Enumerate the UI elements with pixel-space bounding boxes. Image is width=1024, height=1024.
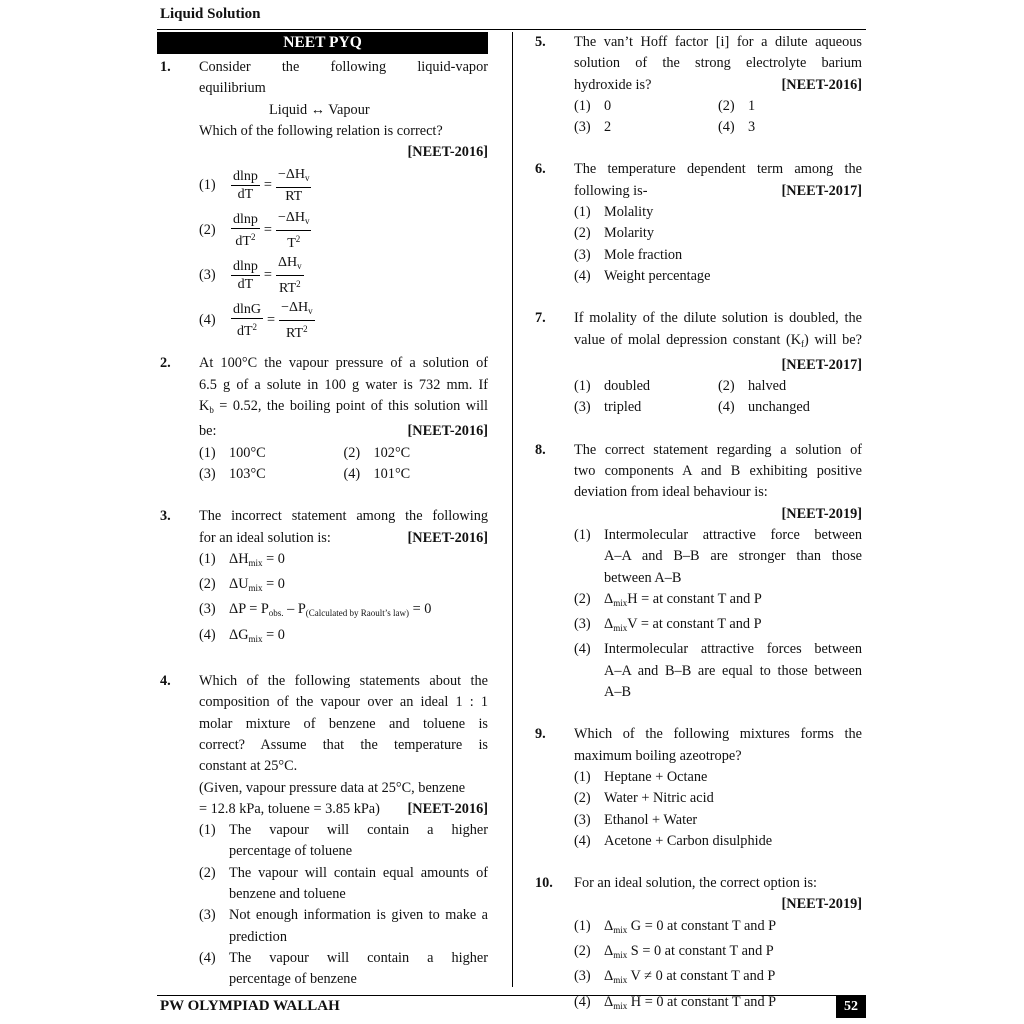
denominator: dT <box>237 187 254 203</box>
fraction <box>231 211 260 250</box>
option-3: (3) $\frac{dlnp}{dT}$ = $\frac{\Delta H_v}{RT^2}$ <box>199 255 302 297</box>
question-text: The van’t Hoff factor [i] for a dilute aqueous <box>574 34 862 50</box>
denominator: dT <box>237 277 254 293</box>
numerator: −ΔH <box>277 167 305 183</box>
denominator: dT <box>236 324 253 340</box>
left-column <box>157 32 488 991</box>
question-6 <box>534 159 862 287</box>
option-2: (2) The vapour will contain equal amounts of benzene and toluene <box>199 864 488 903</box>
options-row <box>199 443 488 464</box>
fraction <box>231 258 260 293</box>
question-text: molar mixture of benzene and toluene is <box>199 715 488 732</box>
numerator: −ΔH <box>281 300 309 316</box>
option-2: (2) halved <box>718 378 787 395</box>
options-row <box>574 117 862 138</box>
question-text: At 100°C the vapour pressure of a solution of <box>199 355 488 372</box>
option-1: (1) Molality <box>574 204 654 221</box>
option-3: (3) $\Delta_{mix}V$ = at constant T and P <box>574 616 762 634</box>
header-rule <box>157 29 866 30</box>
equation: Liquid ↔ Vapour <box>269 101 370 118</box>
numerator: dlnG <box>233 302 261 318</box>
question-4 <box>157 671 488 990</box>
subscript: v <box>308 306 313 317</box>
option-4: (4) Acetone + Carbon disulphide <box>574 832 773 849</box>
option-4: (4) $\Delta_{mix}$ H = 0 at constant T and P <box>574 993 777 1011</box>
question-1 <box>157 57 488 343</box>
numerator: ΔH <box>277 255 298 271</box>
superscript: 2 <box>296 279 301 290</box>
denominator: RT <box>279 281 297 297</box>
option-3: (3) Ethanol + Water <box>574 811 698 828</box>
question-text: correct? Assume that the temperature is <box>199 736 488 753</box>
option-1: (1) 0 <box>574 97 612 114</box>
column-divider <box>512 32 513 987</box>
option-3: (3) tripled <box>574 399 642 416</box>
question-text: Consider the following liquid-vapor <box>199 59 488 75</box>
page-header-title: Liquid Solution <box>160 6 261 22</box>
question-text: for an ideal solution is: [NEET-2016] <box>199 528 488 549</box>
option-4: (4) Weight percentage <box>574 267 711 284</box>
option-4: (4) 101°C <box>343 465 411 482</box>
superscript: 2 <box>295 234 301 245</box>
subscript: v <box>304 173 310 184</box>
question-text: deviation from ideal behaviour is: <box>574 484 768 501</box>
option-1: (1) doubled <box>574 378 651 395</box>
option-2: (2) $\frac{dlnp}{dT^2}$ = $\frac{-\Delta H_v}{T^2}$ <box>199 210 310 252</box>
option-4: (4) Intermolecular attractive forces between A–A and B–B are equal to those between A–B <box>574 641 862 701</box>
question-number: 2. <box>160 355 171 372</box>
question-3 <box>157 506 488 650</box>
question-text: be: [NEET-2016] <box>199 421 488 442</box>
question-7 <box>534 308 862 418</box>
option-2: (2) $\Delta U_{mix} = 0$ <box>199 576 285 594</box>
question-number: 1. <box>160 59 171 75</box>
question-text: (Given, vapour pressure data at 25°C, benzene <box>199 779 466 796</box>
question-text: equilibrium <box>199 80 266 97</box>
question-number: 6. <box>535 161 546 178</box>
exam-tag: [NEET-2017] <box>781 356 862 373</box>
option-2: (2) Water + Nitric acid <box>574 790 714 807</box>
denominator: RT <box>286 326 304 342</box>
question-number: 3. <box>160 508 171 525</box>
numerator: dlnp <box>233 212 258 228</box>
option-2: (2) Molarity <box>574 225 655 242</box>
denominator: T <box>287 236 296 252</box>
question-text: = 12.8 kPa, toluene = 3.85 kPa) [NEET-2016] <box>199 799 488 820</box>
fraction <box>231 301 263 340</box>
denominator: RT <box>285 189 303 205</box>
footer-brand: PW OLYMPIAD WALLAH <box>160 998 340 1014</box>
question-text: Which of the following relation is correct? <box>199 122 443 139</box>
question-text: two components A and B exhibiting positive <box>574 463 862 480</box>
numerator: dlnp <box>233 169 258 185</box>
question-5 <box>534 32 862 138</box>
options-row <box>574 96 862 117</box>
right-column <box>534 32 862 1017</box>
question-text: $K_b = 0.52$, the boiling point of this solution will <box>199 398 488 416</box>
superscript: 2 <box>250 232 256 243</box>
exam-tag: [NEET-2016] <box>407 529 488 546</box>
question-8 <box>534 440 862 704</box>
question-number: 5. <box>535 34 546 50</box>
options-row <box>574 376 862 397</box>
question-number: 10. <box>535 875 553 892</box>
option-2: (2) 1 <box>718 97 756 114</box>
question-text: following is- [NEET-2017] <box>574 181 862 202</box>
question-text: constant at 25°C. <box>199 758 298 775</box>
question-number: 9. <box>535 726 546 743</box>
exam-tag: [NEET-2016] <box>781 76 862 93</box>
fraction <box>276 254 304 297</box>
option-4: (4) $\frac{dlnG}{dT^2}$ = $\frac{-\Delta H_v}{RT^2}$ <box>199 300 313 342</box>
option-1: (1) The vapour will contain a higher percentage of toluene <box>199 822 488 860</box>
exam-tag: [NEET-2019] <box>781 505 862 522</box>
option-number: (2) <box>199 222 216 239</box>
option-4: (4) unchanged <box>718 399 810 416</box>
question-text: Which of the following statements about the <box>199 673 488 690</box>
option-1: (1) $\Delta H_{mix} = 0$ <box>199 550 285 568</box>
fraction <box>276 166 312 205</box>
option-1: (1) $\Delta_{mix}$ G = 0 at constant T and P <box>574 917 777 935</box>
denominator: dT <box>235 234 251 250</box>
option-3: (3) Not enough information is given to make a prediction <box>199 907 488 945</box>
options-row <box>574 397 862 418</box>
section-banner: NEET PYQ <box>157 32 488 54</box>
option-3: (3) $\Delta_{mix}$ V ≠ 0 at constant T and P <box>574 968 776 986</box>
question-number: 8. <box>535 441 546 458</box>
option-2: (2) 102°C <box>343 444 411 461</box>
option-4: (4) $\Delta G_{mix} = 0$ <box>199 626 285 644</box>
question-text: For an ideal solution, the correct option is: <box>574 875 817 892</box>
question-text: The correct statement regarding a solution of <box>574 441 862 458</box>
question-text: 6.5 g of a solute in 100 g water is 732 mm. If <box>199 376 488 393</box>
option-4: (4) 3 <box>718 119 756 136</box>
fraction <box>276 209 312 252</box>
question-text: If molality of the dilute solution is doubled, the <box>574 310 862 327</box>
options-row <box>199 464 488 485</box>
question-text: The temperature dependent term among the <box>574 161 862 178</box>
numerator: −ΔH <box>277 210 305 226</box>
option-2: (2) $\Delta_{mix}H$ = at constant T and P <box>574 590 762 608</box>
question-text: composition of the vapour over an ideal 1 : 1 <box>199 694 488 711</box>
exam-tag: [NEET-2017] <box>781 182 862 199</box>
fraction <box>231 168 260 203</box>
option-1: (1) Intermolecular attractive force between A–A and B–B are stronger than those between A–B <box>574 526 862 586</box>
option-3: (3) 103°C <box>199 465 266 482</box>
fraction <box>279 299 315 342</box>
question-text: The incorrect statement among the following <box>199 508 488 525</box>
option-1: (1) Heptane + Octane <box>574 768 708 785</box>
option-2: (2) $\Delta_{mix}$ S = 0 at constant T and P <box>574 942 774 960</box>
exam-tag: [NEET-2019] <box>781 896 862 913</box>
page-number: 52 <box>836 996 866 1018</box>
question-text: maximum boiling azeotrope? <box>574 747 742 764</box>
option-3: (3) Mole fraction <box>574 246 683 263</box>
subscript: v <box>304 216 310 227</box>
option-number: (1) <box>199 177 216 194</box>
option-number: (3) <box>199 267 216 284</box>
exam-tag: [NEET-2016] <box>407 423 488 440</box>
exam-tag: [NEET-2016] <box>407 144 488 161</box>
option-1: (1) $\frac{dlnp}{dT}$ = $\frac{-\Delta H_v}{RT}$ <box>199 167 310 205</box>
footer-rule <box>157 995 866 996</box>
superscript: 2 <box>303 324 308 335</box>
option-3: (3) $\Delta P = P_{obs.} - P_{(Calculated by Raoult’s law)} = 0$ <box>199 601 432 619</box>
subscript: v <box>297 261 302 272</box>
question-9 <box>534 724 862 852</box>
option-1: (1) 100°C <box>199 444 266 461</box>
question-text: solution of the strong electrolyte barium <box>574 55 862 72</box>
question-text: hydroxide is? [NEET-2016] <box>574 75 862 96</box>
numerator: dlnp <box>233 259 258 275</box>
superscript: 2 <box>252 322 258 333</box>
question-number: 4. <box>160 673 171 690</box>
question-text: value of molal depression constant $(K_f)$ will be? <box>574 331 862 349</box>
exam-tag: [NEET-2016] <box>407 800 488 817</box>
option-number: (4) <box>199 312 216 329</box>
question-number: 7. <box>535 310 546 327</box>
question-text: Which of the following mixtures forms the <box>574 726 862 743</box>
option-3: (3) 2 <box>574 119 612 136</box>
option-4: (4) The vapour will contain a higher percentage of benzene <box>199 949 488 988</box>
question-2 <box>157 353 488 485</box>
